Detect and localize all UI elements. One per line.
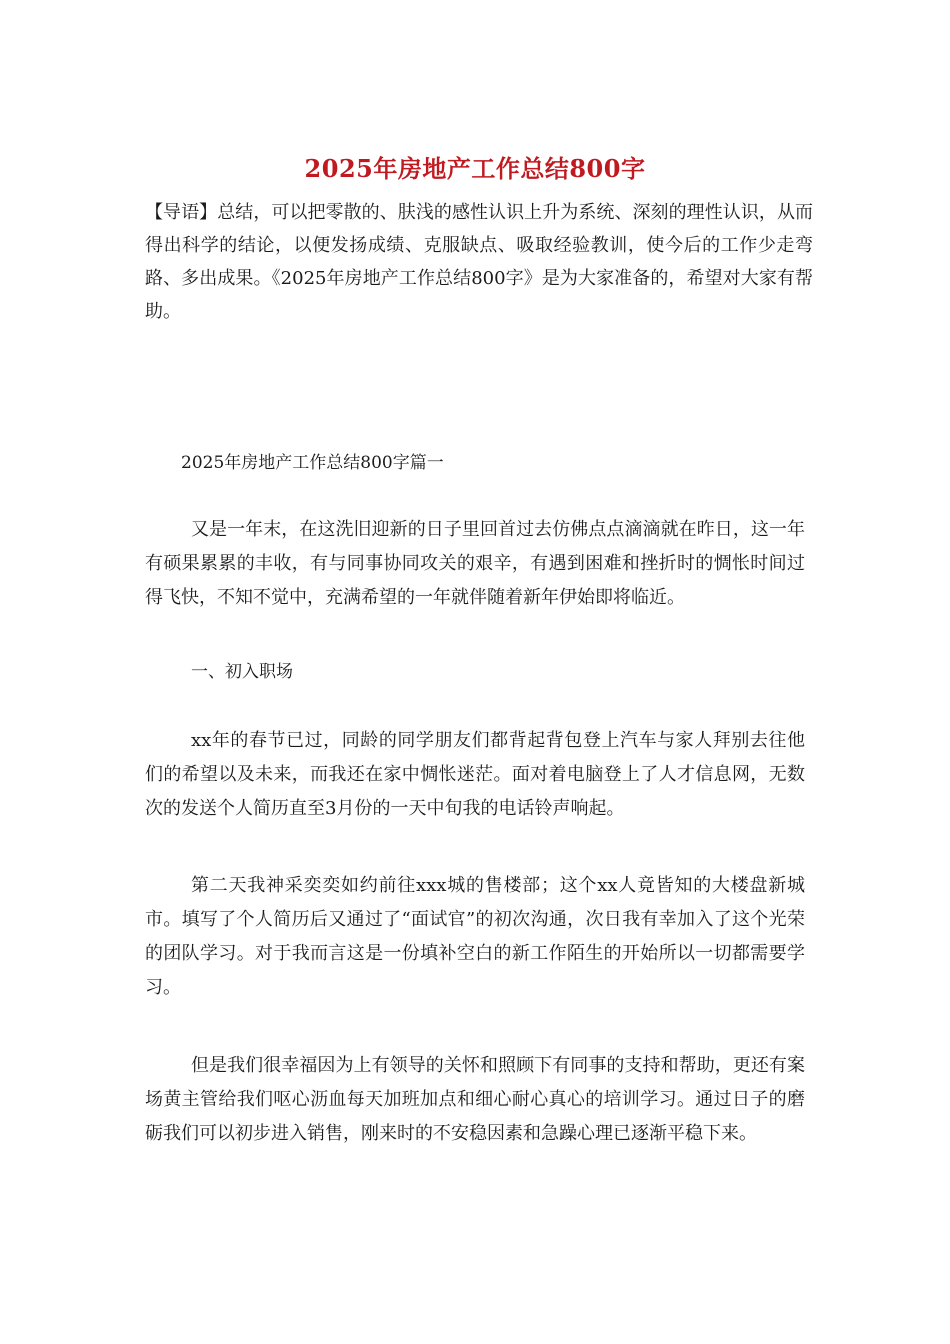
body-paragraph: 又是一年末，在这洗旧迎新的日子里回首过去仿佛点点滴滴就在昨日，这一年有硕果累累的丰收，有与同事协同攻关的艰辛，有遇到困难和挫折时的惆怅时间过得飞快，不知不觉中，充满希望的一年就伴随着新年伊始即将临近。 bbox=[145, 519, 805, 608]
section-heading: 一、初入职场 bbox=[191, 662, 293, 682]
intro-paragraph: 【导语】总结，可以把零散的、肤浅的感性认识上升为系统、深刻的理性认识，从而得出科学的结论，以便发扬成绩、克服缺点、吸取经验教训，使今后的工作少走弯路、多出成果。《2025年房地产工作总结800字》是为大家准备的，希望对大家有帮助。 bbox=[145, 202, 813, 322]
body-paragraph: xx年的春节已过，同龄的同学朋友们都背起背包登上汽车与家人拜别去往他们的希望以及未来，而我还在家中惆怅迷茫。面对着电脑登上了人才信息网，无数次的发送个人简历直至3月份的一天中旬我的电话铃声响起。 bbox=[145, 730, 805, 819]
document-title: 2025年房地产工作总结800字 bbox=[304, 154, 646, 183]
body-paragraph: 但是我们很幸福因为上有领导的关怀和照顾下有同事的支持和帮助，更还有案场黄主管给我们呕心沥血每天加班加点和细心耐心真心的培训学习。通过日子的磨砺我们可以初步进入销售，刚来时的不安稳因素和急躁心理已逐渐平稳下来。 bbox=[145, 1055, 805, 1144]
body-paragraph: 第二天我神采奕奕如约前往xxx城的售楼部；这个xx人竟皆知的大楼盘新城市。填写了个人简历后又通过了“面试官”的初次沟通，次日我有幸加入了这个光荣的团队学习。对于我而言这是一份填补空白的新工作陌生的开始所以一切都需要学习。 bbox=[145, 875, 805, 998]
article-heading: 2025年房地产工作总结800字篇一 bbox=[181, 453, 444, 473]
